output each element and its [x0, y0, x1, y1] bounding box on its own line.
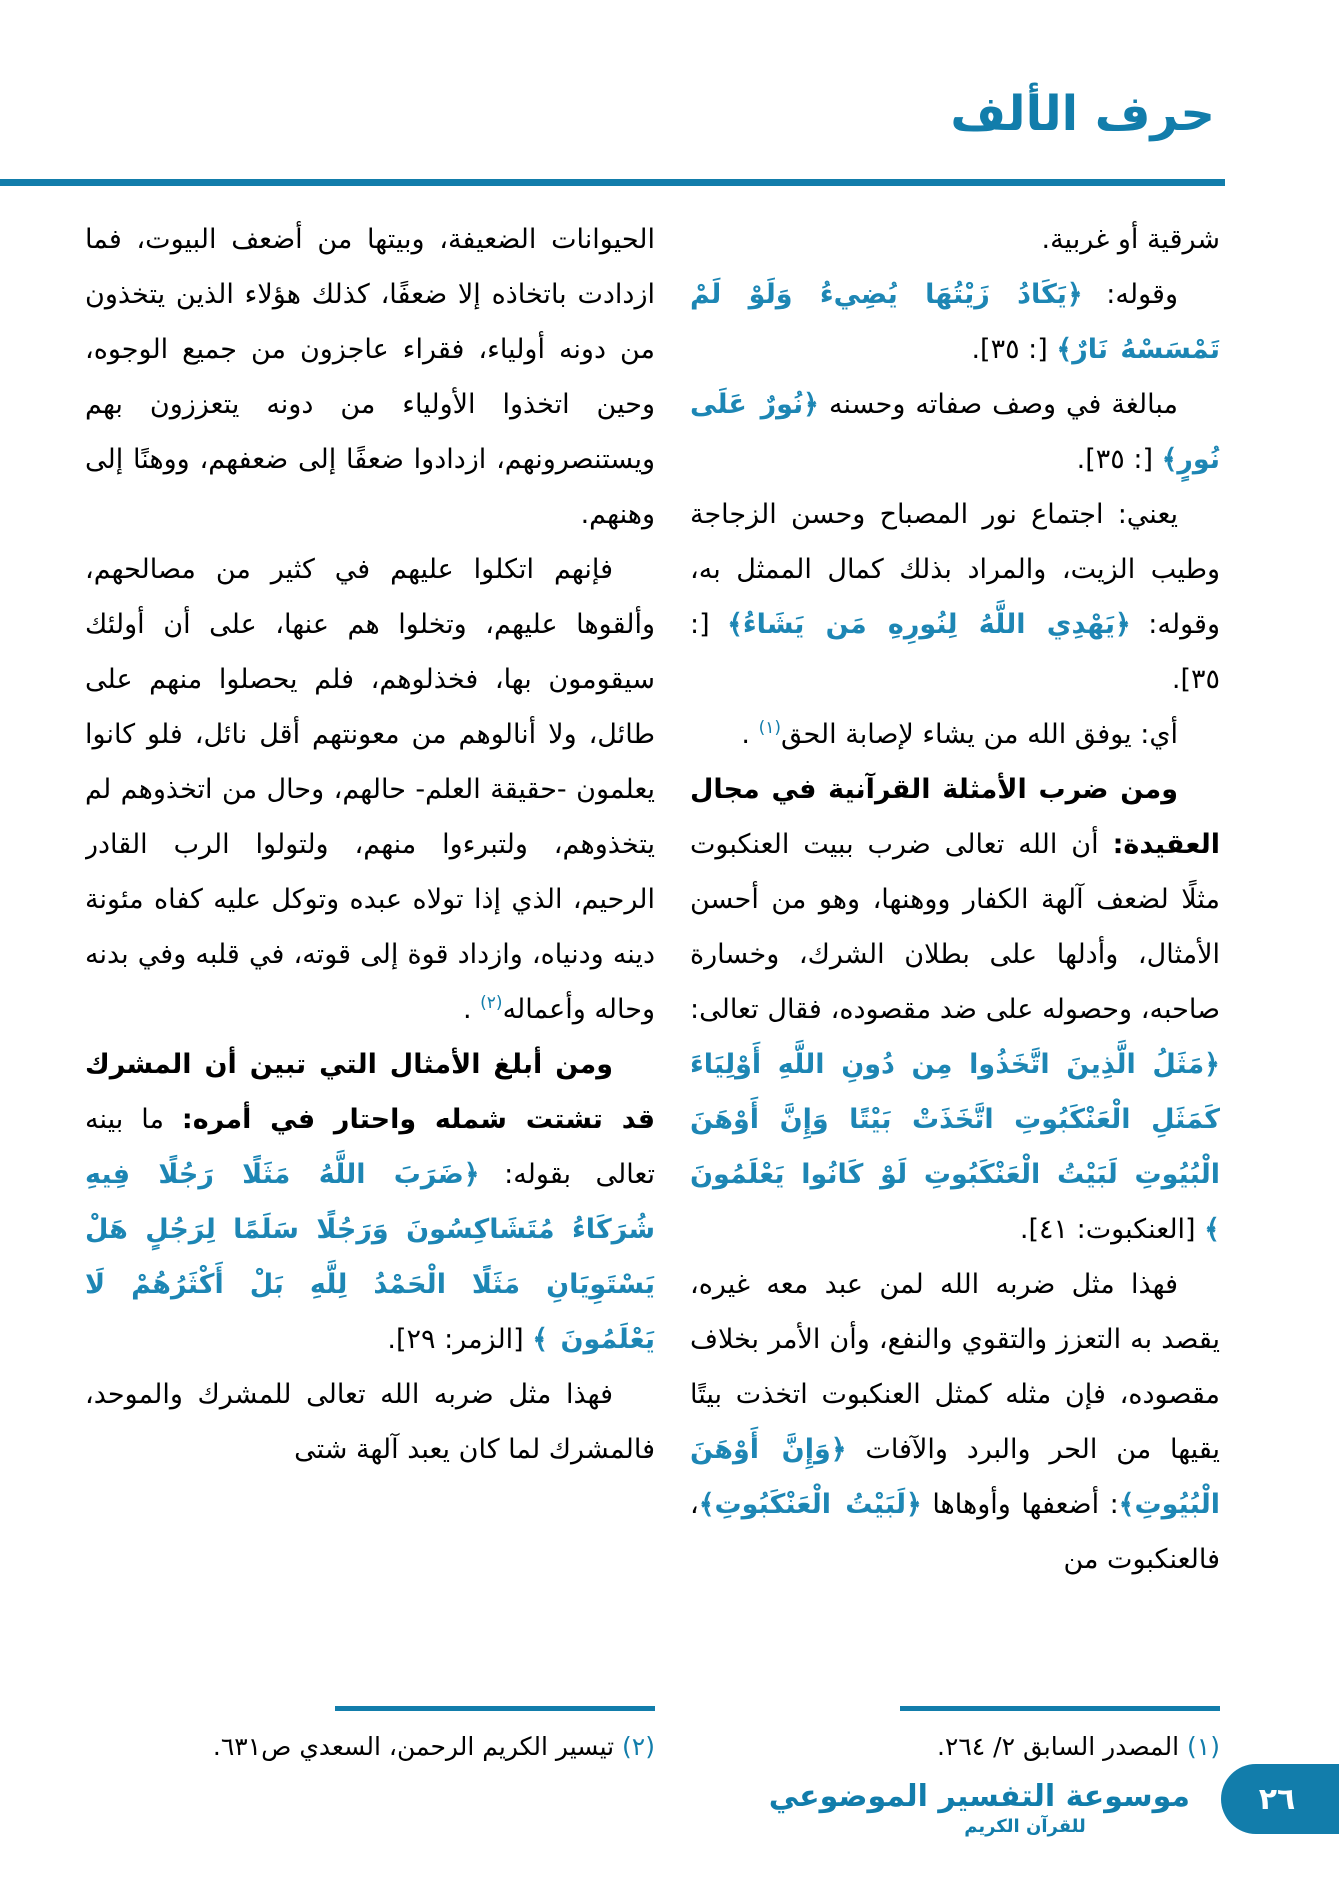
body-text: مبالغة في وصف صفاته وحسنه: [819, 389, 1178, 420]
footnote-ref: (١): [758, 718, 781, 738]
body-text: الحيوانات الضعيفة، وبيتها من أضعف البيوت، فما ازدادت باتخاذه إلا ضعفًا، كذلك هؤلاء الذين يتخذون من دونه أولياء، فقراء عاجزون من جميع الوجوه، وحين اتخذوا الأولياء من دونه يتعززون بهم ويستنصرونهم، ازدادوا ضعفًا إلى ضعفهم، ووهنًا إلى وهنهم.: [85, 224, 655, 530]
paragraph: [85, 212, 655, 542]
quran-verse: ﴿نُورٌ عَلَى نُورٍ﴾: [690, 389, 1220, 475]
body-text: فإنهم اتكلوا عليهم في كثير من مصالحهم، وألقوها عليهم، وتخلوا هم عنها، على أن أولئك سيقومون بها، فخذلوهم، فلم يحصلوا منهم على طائل، ولا أنالوهم من معونتهم أقل نائل، فلو كانوا يعلمون -حقيقة العلم- حالهم، وحال من اتخذوهم لم يتخذوهم، ولتبرءوا منهم، ولتولوا الرب القادر الرحيم، الذي إذا تولاه عبده وتوكل عليه كفاه مئونة دينه ودنياه، وازداد قوة إلى قوته، في قلبه وفي بدنه وحاله وأعماله: [85, 554, 655, 1025]
body-text: [: ٣٥].: [1076, 444, 1162, 475]
body-text: يعني: اجتماع نور المصباح وحسن الزجاجة وطيب الزيت، والمراد بذلك كمال الممثل به، وقوله:: [690, 499, 1220, 640]
footnote-text: تيسير الكريم الرحمن، السعدي ص٦٣١.: [212, 1732, 615, 1761]
page-title: حرف الألف: [950, 86, 1215, 142]
header-rule: [0, 179, 1225, 186]
footnote-number: (٢): [622, 1732, 655, 1761]
footnote-line: [690, 1725, 1220, 1769]
logo-title: موسوعة التفسير الموضوعي: [768, 1779, 1190, 1814]
body-text: .: [741, 719, 759, 750]
footnote-text: المصدر السابق ٢/ ٢٦٤.: [936, 1732, 1180, 1761]
body-text: [: ٣٥].: [690, 609, 1220, 695]
footnote-ref: (٢): [480, 993, 503, 1013]
body-text: ، فالعنكبوت من: [690, 1489, 1220, 1575]
bold-text: ومن ضرب الأمثلة القرآنية في مجال العقيدة:: [690, 774, 1220, 860]
body-text: [العنكبوت: ٤١].: [1019, 1214, 1205, 1245]
paragraph: [85, 1367, 655, 1477]
page-number-badge: ٢٦: [1221, 1764, 1339, 1834]
paragraph: [690, 212, 1220, 267]
column-right: [690, 212, 1220, 1692]
text-columns: [85, 212, 1220, 1692]
bold-text: ومن أبلغ الأمثال التي تبين أن المشرك قد تشتت شمله واحتار في أمره:: [85, 1049, 655, 1135]
paragraph: [85, 542, 655, 1037]
paragraph: [690, 1257, 1220, 1587]
body-text: وقوله:: [1082, 279, 1178, 310]
body-text: شرقية أو غربية.: [1041, 224, 1220, 255]
footnote-separator: [335, 1706, 655, 1711]
quran-verse: ﴿وَإِنَّ أَوْهَنَ الْبُيُوتِ﴾: [690, 1434, 1220, 1520]
body-text: فهذا مثل ضربه الله تعالى للمشرك والموحد، فالمشرك لما كان يعبد آلهة شتى: [85, 1379, 655, 1465]
body-text: [: ٣٥].: [971, 334, 1057, 365]
paragraph: [690, 267, 1220, 377]
quran-verse: ﴿يَهْدِي اللَّهُ لِنُورِهِ مَن يَشَاءُ﴾: [727, 609, 1131, 640]
quran-verse: ﴿ضَرَبَ اللَّهُ مَثَلًا رَجُلًا فِيهِ شُرَكَاءُ مُتَشَاكِسُونَ وَرَجُلًا سَلَمًا لِرَجُلٍ هَلْ يَسْتَوِيَانِ مَثَلًا الْحَمْدُ لِلَّهِ بَلْ أَكْثَرُهُمْ لَا يَعْلَمُونَ ﴾: [85, 1159, 655, 1355]
body-text: فهذا مثل ضربه الله لمن عبد معه غيره، يقصد به التعزز والتقوي والنفع، وأن الأمر بخلاف مقصوده، فإن مثله كمثل العنكبوت اتخذت بيتًا يقيها من الحر والبرد والآفات: [690, 1269, 1220, 1465]
footnote-left: [85, 1706, 655, 1769]
footnote-number: (١): [1187, 1732, 1220, 1761]
paragraph: [690, 762, 1220, 1257]
paragraph: [85, 1037, 655, 1367]
paragraph: [690, 707, 1220, 762]
paragraph: [690, 487, 1220, 707]
footnote-line: [85, 1725, 655, 1769]
column-left: [85, 212, 655, 1692]
paragraph: [690, 377, 1220, 487]
quran-verse: ﴿يَكَادُ زَيْتُهَا يُضِيءُ وَلَوْ لَمْ تَمْسَسْهُ نَارٌ﴾: [690, 279, 1220, 365]
publisher-logo: [768, 1778, 1190, 1838]
footnote-separator: [900, 1706, 1220, 1711]
body-text: : أضعفها وأوهاها: [921, 1489, 1119, 1520]
quran-verse: ﴿لَبَيْتُ الْعَنْكَبُوتِ﴾: [698, 1489, 922, 1520]
body-text: [الزمر: ٢٩].: [387, 1324, 533, 1355]
logo-subtitle: للقرآن الكريم: [964, 1815, 1086, 1837]
quran-verse: ﴿مَثَلُ الَّذِينَ اتَّخَذُوا مِن دُونِ اللَّهِ أَوْلِيَاءَ كَمَثَلِ الْعَنْكَبُوتِ اتَّخَذَتْ بَيْتًا وَإِنَّ أَوْهَنَ الْبُيُوتِ لَبَيْتُ الْعَنْكَبُوتِ لَوْ كَانُوا يَعْلَمُونَ ﴾: [690, 1049, 1220, 1245]
body-text: ما بينه تعالى بقوله:: [85, 1104, 655, 1190]
body-text: .: [462, 994, 481, 1025]
body-text: أن الله تعالى ضرب ببيت العنكبوت مثلًا لضعف آلهة الكفار ووهنها، وهو من أحسن الأمثال، وأدلها على بطلان الشرك، وخسارة صاحبه، وحصوله على ضد مقصوده، فقال تعالى:: [690, 829, 1220, 1025]
body-text: أي: يوفق الله من يشاء لإصابة الحق: [780, 719, 1178, 750]
footnote-right: [690, 1706, 1220, 1769]
